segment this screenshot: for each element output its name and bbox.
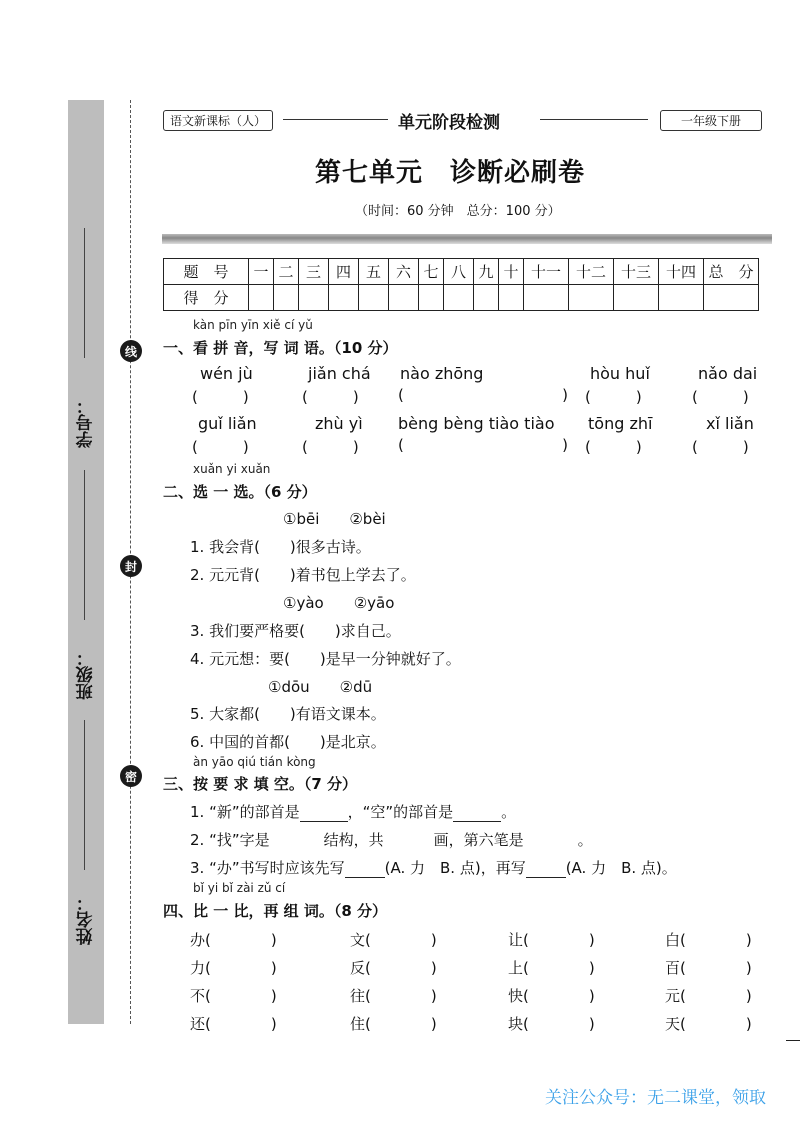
pinyin-word: jiǎn chá [308, 364, 371, 383]
header-rule-right [540, 119, 648, 120]
score-cell[interactable] [299, 285, 329, 311]
fill-blank[interactable] [526, 859, 566, 878]
pinyin-word: zhù yì [315, 414, 363, 433]
cell: 题 号 [164, 259, 249, 285]
pinyin-word: nào zhōng [400, 364, 484, 383]
pinyin-word: bèng bèng tiào tiào [398, 414, 555, 433]
section3-title: 三、按 要 求 填 空。（7 分） [163, 775, 358, 793]
cell: 三 [299, 259, 329, 285]
answer-blank[interactable]: ( ) [302, 438, 359, 456]
option-line: ①dōu ②dū [268, 678, 373, 696]
fill-blank[interactable] [300, 803, 348, 822]
answer-blank[interactable]: ( ) [192, 438, 249, 456]
cell: 九 [474, 259, 499, 285]
question: 3. 我们要严格要( )求自己。 [190, 622, 401, 640]
score-cell[interactable] [614, 285, 659, 311]
question: 2. “找”字是 结构，共 画，第六笔是 。 [190, 831, 593, 849]
cell: 得 分 [164, 285, 249, 311]
score-cell[interactable] [249, 285, 274, 311]
question: 3. “办”书写时应该先写 (A. 力 B. 点)，再写 (A. 力 B. 点)。 [190, 859, 677, 877]
section4-title: 四、比 一 比，再 组 词。（8 分） [163, 902, 388, 920]
seal-mi: 密 [120, 765, 142, 787]
score-cell[interactable] [704, 285, 759, 311]
fill-blank[interactable] [345, 859, 385, 878]
pinyin-word: wén jù [200, 364, 253, 383]
score-cell[interactable] [389, 285, 419, 311]
class-line [84, 720, 85, 870]
fill-blank[interactable] [524, 831, 578, 849]
compare-item: 百( ) [665, 959, 752, 977]
cell: 四 [329, 259, 359, 285]
compare-item: 上( ) [508, 959, 595, 977]
header-center: 单元阶段检测 [398, 113, 500, 133]
score-cell[interactable] [569, 285, 614, 311]
seal-xian: 线 [120, 340, 142, 362]
option-line: ①yào ②yāo [283, 594, 395, 612]
pinyin-word: guǐ liǎn [198, 414, 257, 433]
score-cell[interactable] [359, 285, 389, 311]
cell: 七 [419, 259, 444, 285]
question: 2. 元元背( )着书包上学去了。 [190, 566, 416, 584]
answer-blank[interactable]: ( ) [585, 388, 642, 406]
fill-blank[interactable] [453, 803, 501, 822]
compare-item: 快( ) [508, 987, 595, 1005]
cell: 十三 [614, 259, 659, 285]
compare-item: 块( ) [508, 1015, 595, 1033]
answer-blank-wide[interactable]: ( ) [398, 436, 568, 454]
header-bar [162, 234, 772, 244]
grade-tag: 一年级下册 [660, 110, 762, 131]
compare-item: 文( ) [350, 931, 437, 949]
score-table [163, 258, 759, 311]
score-cell[interactable] [499, 285, 524, 311]
page-title: 第七单元 诊断必刷卷 [315, 158, 586, 188]
cell: 八 [444, 259, 474, 285]
question: 1. 我会背( )很多古诗。 [190, 538, 371, 556]
edition-tag: 语文新课标（人） [163, 110, 273, 131]
compare-item: 不( ) [190, 987, 277, 1005]
seal-feng: 封 [120, 555, 142, 577]
option-line: ①bēi ②bèi [283, 510, 386, 528]
answer-blank[interactable]: ( ) [302, 388, 359, 406]
section1-pinyin: kàn pīn yīn xiě cí yǔ [193, 318, 313, 332]
section2-pinyin: xuǎn yi xuǎn [193, 462, 271, 476]
pinyin-word: hòu huǐ [590, 364, 650, 383]
footer-watermark: 关注公众号：无二课堂，领取 [545, 1088, 766, 1108]
compare-item: 让( ) [508, 931, 595, 949]
answer-blank-wide[interactable]: ( ) [398, 386, 568, 404]
section3-pinyin: àn yāo qiú tián kòng [193, 755, 316, 769]
section1-title: 一、看 拼 音，写 词 语。（10 分） [163, 339, 398, 357]
score-cell[interactable] [444, 285, 474, 311]
student-id-label: 学号： [76, 397, 97, 448]
section4-pinyin: bǐ yi bǐ zài zǔ cí [193, 881, 286, 895]
cell: 二 [274, 259, 299, 285]
page-subtitle: （时间：60 分钟 总分：100 分） [355, 204, 561, 219]
compare-item: 力( ) [190, 959, 277, 977]
pinyin-word: xǐ liǎn [706, 414, 754, 433]
class-label: 班级： [76, 649, 97, 700]
compare-item: 往( ) [350, 987, 437, 1005]
section2-title: 二、选 一 选。（6 分） [163, 483, 317, 501]
compare-item: 还( ) [190, 1015, 277, 1033]
id-line [84, 470, 85, 620]
name-label: 姓名： [76, 894, 97, 945]
cell: 一 [249, 259, 274, 285]
compare-group [665, 926, 765, 1038]
score-cell[interactable] [274, 285, 299, 311]
compare-group [508, 926, 608, 1038]
score-cell[interactable] [524, 285, 569, 311]
compare-item: 天( ) [665, 1015, 752, 1033]
compare-item: 反( ) [350, 959, 437, 977]
page-edge-mark [786, 1040, 800, 1041]
cell: 五 [359, 259, 389, 285]
compare-item: 元( ) [665, 987, 752, 1005]
score-header-row [164, 259, 759, 285]
fill-blank[interactable] [270, 831, 324, 849]
header-rule-left [283, 119, 388, 120]
compare-group [350, 926, 450, 1038]
score-cell[interactable] [659, 285, 704, 311]
compare-item: 住( ) [350, 1015, 437, 1033]
score-cell[interactable] [474, 285, 499, 311]
cell: 总 分 [704, 259, 759, 285]
fill-blank[interactable] [384, 831, 434, 849]
name-line [84, 228, 85, 358]
pinyin-word: nǎo dai [698, 364, 758, 383]
answer-blank[interactable]: ( ) [692, 388, 749, 406]
score-value-row [164, 285, 759, 311]
question: 6. 中国的首都( )是北京。 [190, 733, 386, 751]
compare-item: 办( ) [190, 931, 277, 949]
answer-blank[interactable]: ( ) [192, 388, 249, 406]
question: 4. 元元想：要( )是早一分钟就好了。 [190, 650, 461, 668]
compare-item: 白( ) [665, 931, 752, 949]
cell: 十二 [569, 259, 614, 285]
cell: 十 [499, 259, 524, 285]
cell: 六 [389, 259, 419, 285]
cell: 十一 [524, 259, 569, 285]
answer-blank[interactable]: ( ) [585, 438, 642, 456]
question: 1. “新”的部首是 ，“空”的部首是 。 [190, 803, 517, 821]
answer-blank[interactable]: ( ) [692, 438, 749, 456]
question: 5. 大家都( )有语文课本。 [190, 705, 386, 723]
pinyin-word: tōng zhī [588, 414, 653, 433]
score-cell[interactable] [419, 285, 444, 311]
compare-group [190, 926, 290, 1038]
cell: 十四 [659, 259, 704, 285]
score-cell[interactable] [329, 285, 359, 311]
